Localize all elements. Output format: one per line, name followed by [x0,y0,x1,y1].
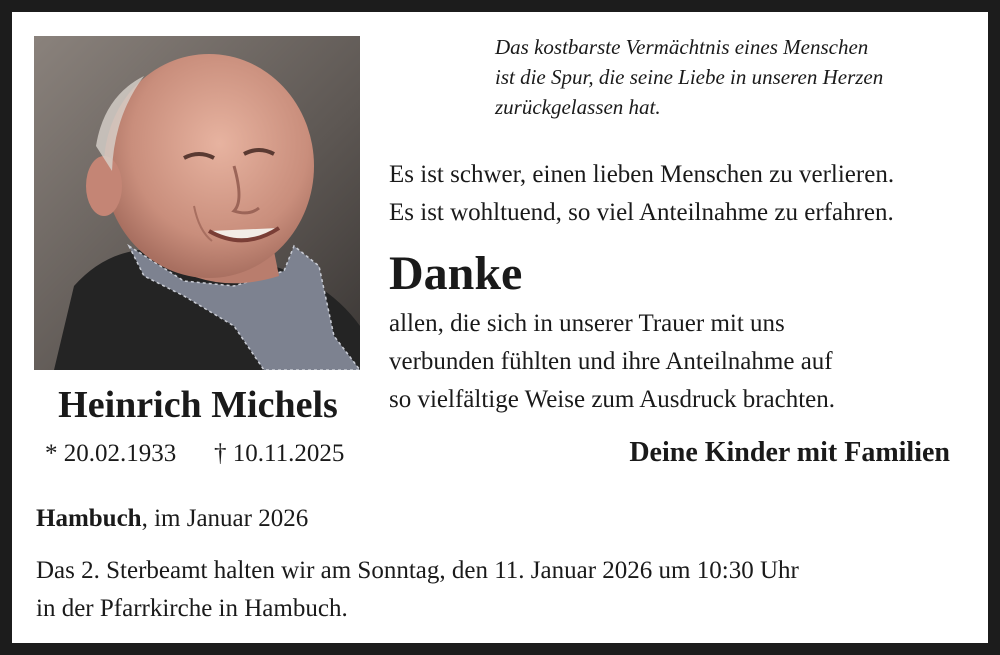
quote-line: Das kostbarste Vermächtnis eines Menschen [495,35,869,59]
portrait-illustration [34,36,360,370]
birth-date: * 20.02.1933 [45,440,177,467]
intro-text [389,156,969,232]
portrait-photo [34,36,360,370]
place-town: Hambuch [36,505,142,532]
obituary-notice [12,12,988,643]
quote-line: zurückgelassen hat. [495,95,661,119]
intro-line: Es ist wohltuend, so viel Anteilnahme zu erfahren. [389,199,894,226]
deceased-name: Heinrich Michels [58,384,338,426]
family-signature: Deine Kinder mit Familien [629,437,950,468]
thanks-line: verbunden fühlten und ihre Anteilnahme auf [389,348,833,375]
thanks-line: so vielfältige Weise zum Ausdruck brachten. [389,386,836,413]
death-date: † 10.11.2025 [214,440,345,467]
quote-line: ist die Spur, die seine Liebe in unseren Herzen [495,65,884,89]
service-announcement [36,552,976,628]
memorial-quote [495,32,975,122]
intro-line: Es ist schwer, einen lieben Menschen zu verlieren. [389,161,895,188]
thanks-heading: Danke [389,247,523,300]
thanks-line: allen, die sich in unserer Trauer mit uns [389,310,785,337]
place-date: , im Januar 2026 [141,505,309,532]
thanks-text [389,305,969,419]
place-and-date [36,502,308,536]
service-line: Das 2. Sterbeamt halten wir am Sonntag, den 11. Januar 2026 um 10:30 Uhr [36,557,799,584]
service-line: in der Pfarrkirche in Hambuch. [36,595,348,622]
